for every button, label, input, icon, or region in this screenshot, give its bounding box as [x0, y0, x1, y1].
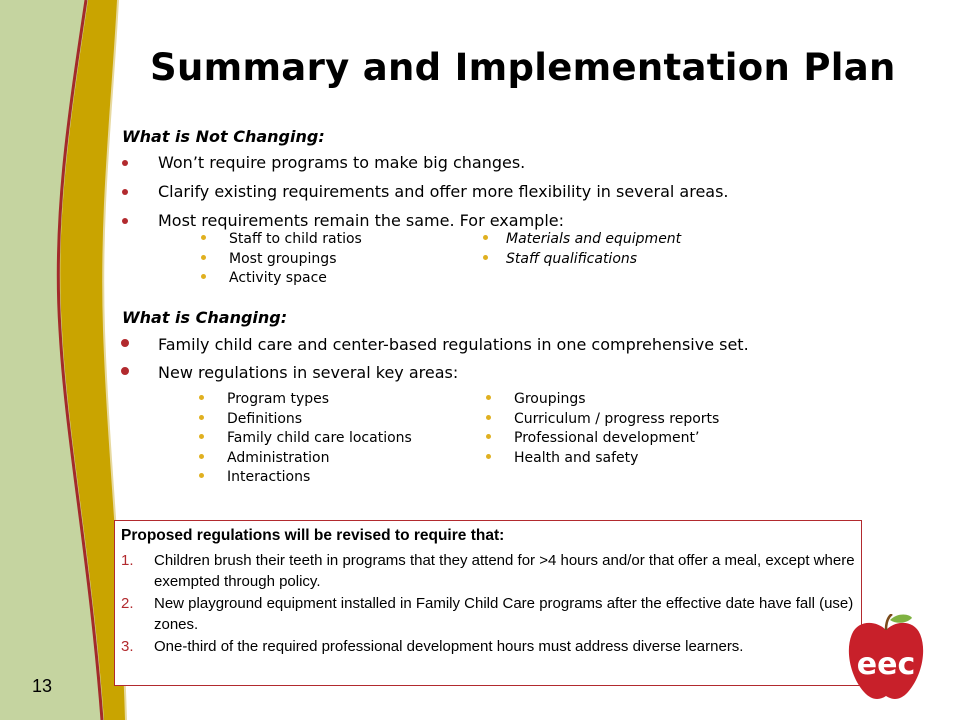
list-item: Groupings — [486, 390, 719, 410]
item-number: 1. — [121, 552, 134, 569]
changing-list — [121, 331, 749, 387]
not-changing-list — [121, 148, 729, 235]
list-item: Family child care locations — [199, 429, 412, 449]
list-item: New regulations in several key areas: — [121, 359, 749, 387]
changing-areas-left — [199, 390, 412, 488]
list-item: Most requirements remain the same. For example: — [121, 206, 729, 235]
list-item: Program types — [199, 390, 412, 410]
proposed-heading: Proposed regulations will be revised to require that: — [121, 527, 505, 544]
not-changing-examples-right — [483, 230, 681, 269]
eec-apple-logo — [846, 614, 928, 704]
list-item: Activity space — [201, 269, 362, 289]
changing-heading: What is Changing: — [122, 308, 288, 327]
logo-text: eec — [856, 647, 916, 682]
not-changing-examples-left — [201, 230, 362, 289]
list-item: Curriculum / progress reports — [486, 410, 719, 430]
list-item: Family child care and center-based regulations in one comprehensive set. — [121, 331, 749, 359]
item-text: One-third of the required professional development hours must address diverse learners. — [154, 638, 744, 655]
page-number: 13 — [32, 676, 53, 696]
list-item: Administration — [199, 449, 412, 469]
list-item: Clarify existing requirements and offer more flexibility in several areas. — [121, 177, 729, 206]
list-item — [121, 593, 856, 635]
list-item: Staff qualifications — [483, 250, 681, 270]
list-item: Interactions — [199, 468, 412, 488]
list-item — [121, 636, 856, 657]
item-number: 3. — [121, 638, 134, 655]
list-item: Materials and equipment — [483, 230, 681, 250]
changing-areas-right — [486, 390, 719, 468]
list-item: Staff to child ratios — [201, 230, 362, 250]
not-changing-heading: What is Not Changing: — [122, 127, 325, 146]
list-item: Definitions — [199, 410, 412, 430]
page-title: Summary and Implementation Plan — [150, 46, 896, 89]
item-text: Children brush their teeth in programs that they attend for >4 hours and/or that offer a meal, except where exempted through policy. — [154, 552, 855, 590]
list-item — [121, 550, 856, 592]
list-item: Professional development’ — [486, 429, 719, 449]
proposed-list — [121, 550, 856, 658]
proposed-regulations-box — [114, 520, 862, 686]
item-text: New playground equipment installed in Family Child Care programs after the effective date have fall (use) zones. — [154, 595, 854, 633]
list-item: Won’t require programs to make big changes. — [121, 148, 729, 177]
list-item: Health and safety — [486, 449, 719, 469]
list-item: Most groupings — [201, 250, 362, 270]
item-number: 2. — [121, 595, 134, 612]
